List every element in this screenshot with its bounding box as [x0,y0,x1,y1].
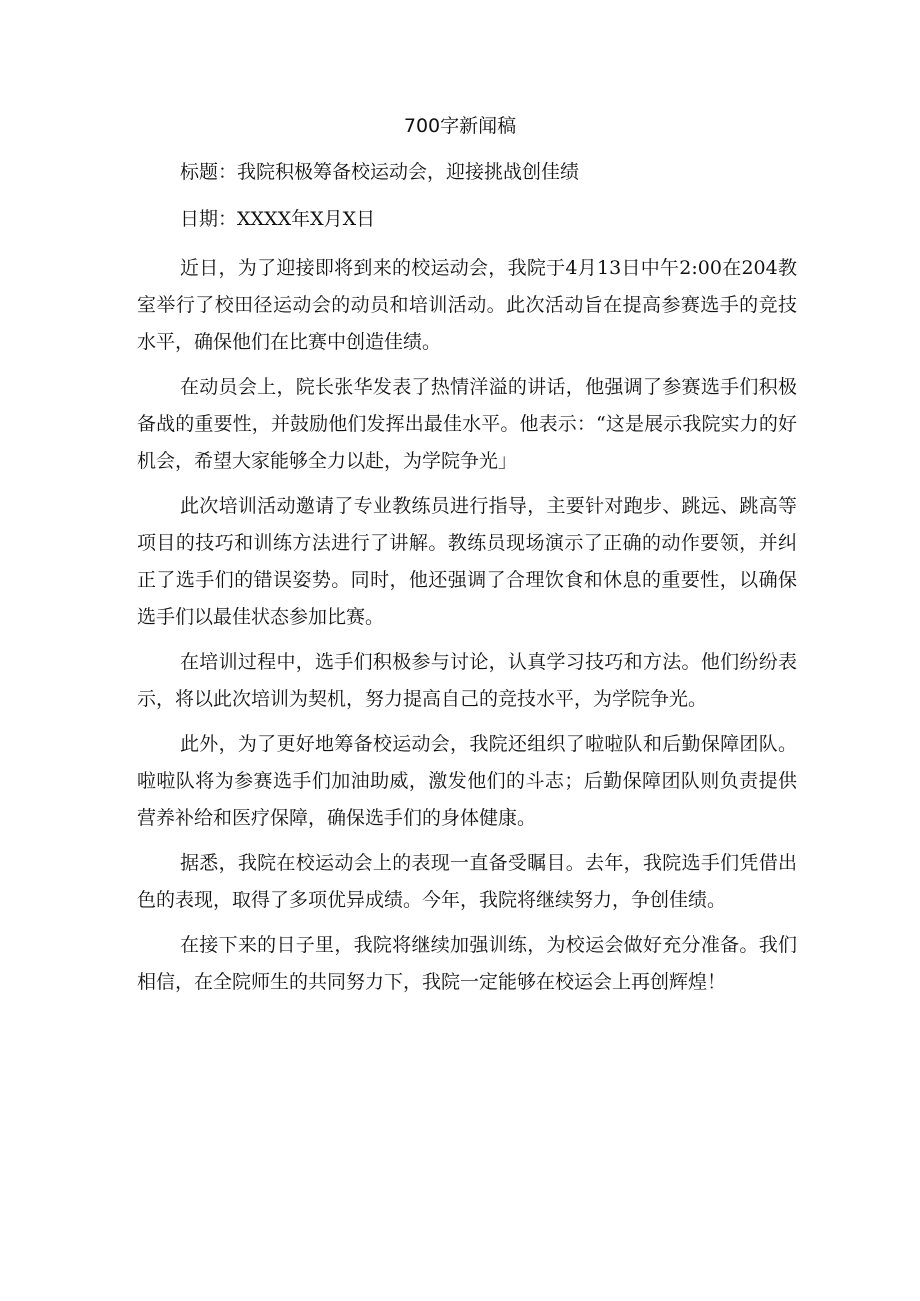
paragraph-6: 据悉，我院在校运动会上的表现一直备受瞩目。去年，我院选手们凭借出色的表现，取得了多项优异成绩。今年，我院将继续努力，争创佳绩。 [137,852,797,911]
paragraph-5: 此外，为了更好地筹备校运动会，我院还组织了啦啦队和后勤保障团队。啦啦队将为参赛选手们加油助威，激发他们的斗志；后勤保障团队则负责提供营养补给和医疗保障，确保选手们的身体健康。 [137,733,797,829]
date-line: 日期：XXXX年X月X日 [180,208,376,230]
document-title: 700字新闻稿 [403,115,517,137]
paragraph-4: 在培训过程中，选手们积极参与讨论，认真学习技巧和方法。他们纷纷表示，将以此次培训为契机，努力提高自己的竞技水平，为学院争光。 [137,651,797,710]
headline-line: 标题：我院积极筹备校运动会，迎接挑战创佳绩 [180,161,580,183]
article-body [137,250,797,1001]
paragraph-3: 此次培训活动邀请了专业教练员进行指导，主要针对跑步、跳远、跳高等项目的技巧和训练方法进行了讲解。教练员现场演示了正确的动作要领，并纠正了选手们的错误姿势。同时，他还强调了合理饮食和休息的重要性，以确保选手们以最佳状态参加比赛。 [137,495,797,628]
paragraph-7: 在接下来的日子里，我院将继续加强训练，为校运会做好充分准备。我们相信，在全院师生的共同努力下，我院一定能够在校运会上再创辉煌！ [137,934,797,993]
paragraph-2: 在动员会上，院长张华发表了热情洋溢的讲话，他强调了参赛选手们积极备战的重要性，并鼓励他们发挥出最佳水平。他表示：“这是展示我院实力的好机会，希望大家能够全力以赴，为学院争光」 [137,376,797,472]
paragraph-1: 近日，为了迎接即将到来的校运动会，我院于4月13日中午2:00在204教室举行了校田径运动会的动员和培训活动。此次活动旨在提高参赛选手的竞技水平，确保他们在比赛中创造佳绩。 [137,257,797,353]
